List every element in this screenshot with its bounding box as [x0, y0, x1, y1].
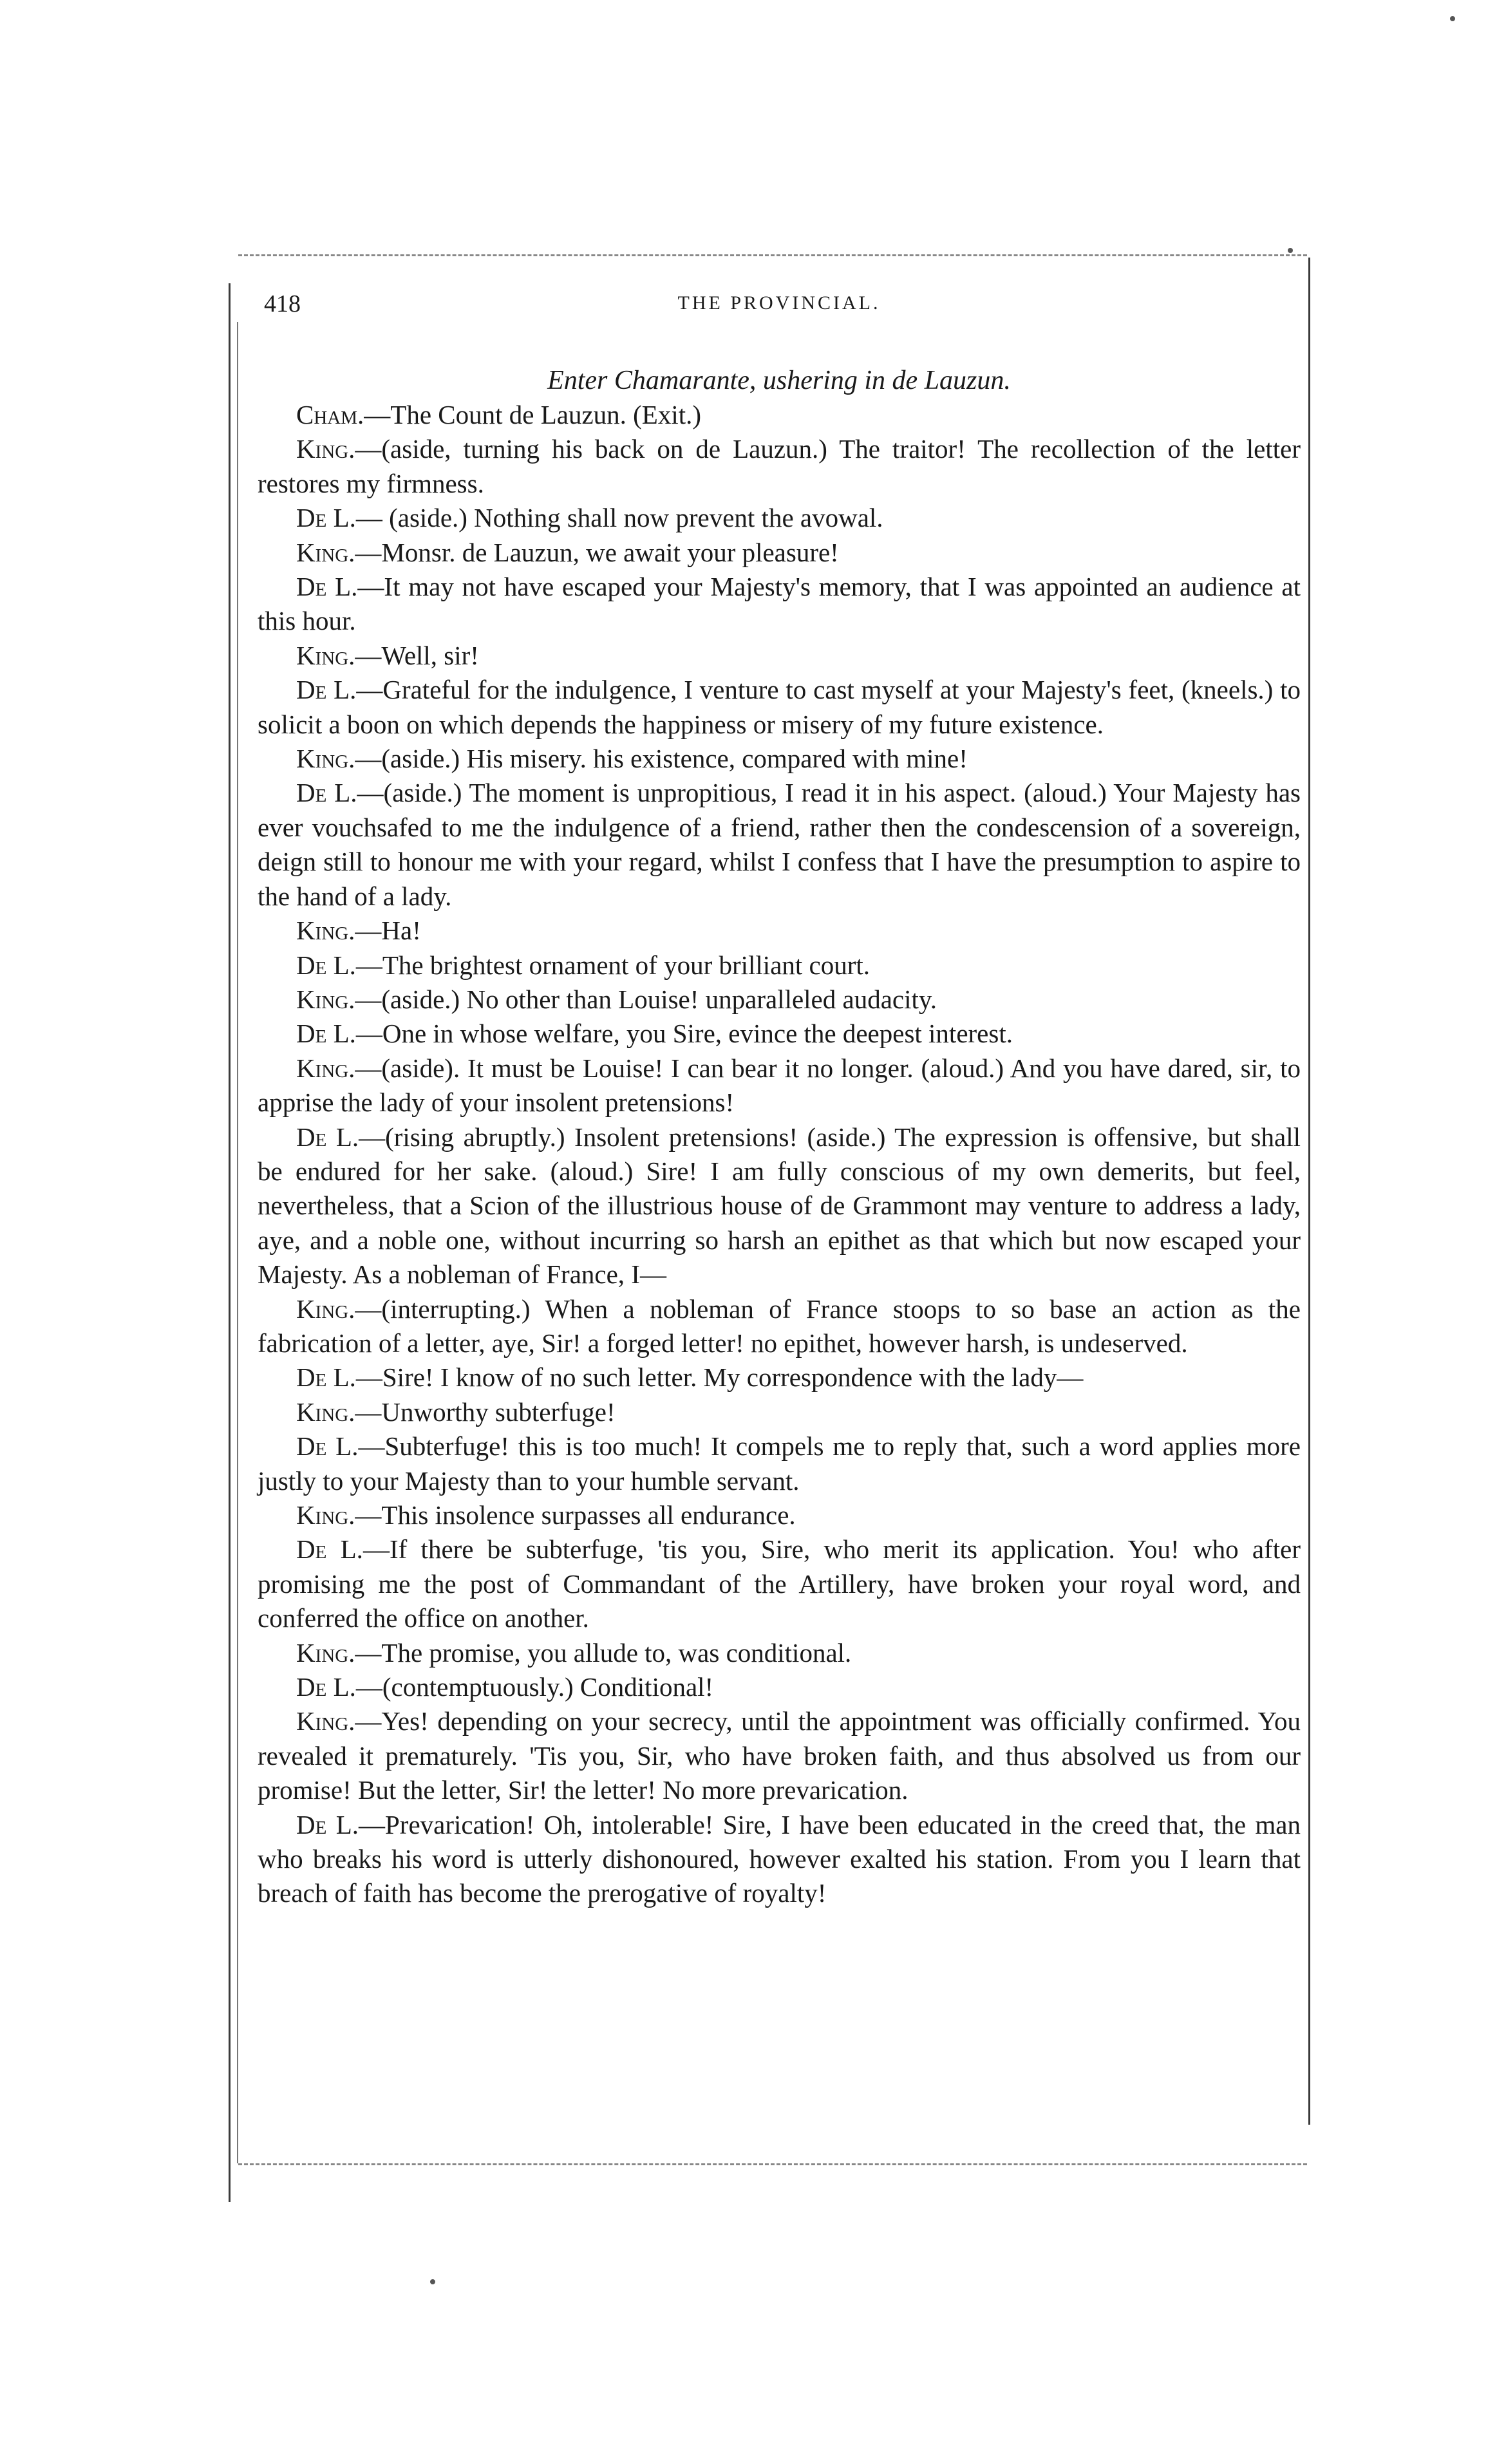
speaker-name: King. — [296, 984, 355, 1014]
dialogue-line — [258, 673, 1301, 742]
dialogue-text — [258, 398, 1301, 1911]
page-header — [258, 283, 1301, 335]
dialogue-line — [258, 639, 1301, 673]
speaker-name: King. — [296, 1293, 355, 1324]
speaker-name: De L. — [296, 1431, 359, 1462]
dialogue-line — [258, 1051, 1301, 1120]
dialogue-line — [258, 1498, 1301, 1532]
line-text: —(aside.) No other than Louise! unparalleled audacity. — [355, 984, 937, 1014]
line-text: —Monsr. de Lauzun, we await your pleasure! — [355, 537, 839, 567]
speaker-name: Cham. — [296, 400, 364, 429]
speaker-name: King. — [296, 1397, 355, 1427]
dialogue-line — [258, 398, 1301, 432]
line-text: —It may not have escaped your Majesty's memory, that I was appointed an audience at this hour. — [258, 572, 1301, 636]
line-text: —(interrupting.) When a nobleman of France stoops to so base an action as the fabrication of a letter, aye, Sir! a forged letter! no epithet, however harsh, is undeserved. — [258, 1293, 1301, 1358]
dialogue-line — [258, 536, 1301, 570]
line-text: —Well, sir! — [355, 640, 479, 670]
dialogue-line — [258, 1808, 1301, 1911]
speaker-name: King. — [296, 1637, 355, 1668]
left-border-rule — [229, 283, 231, 2202]
line-text: —Subterfuge! this is too much! It compels me to reply that, such a word applies more justly to your Majesty than to your humble servant. — [258, 1431, 1301, 1496]
bottom-border-rule — [238, 2163, 1307, 2165]
dialogue-line — [258, 914, 1301, 948]
dialogue-line — [258, 1429, 1301, 1498]
dialogue-line — [258, 983, 1301, 1017]
dialogue-line — [258, 501, 1301, 535]
line-text: —Sire! I know of no such letter. My correspondence with the lady— — [355, 1362, 1084, 1393]
right-border-rule — [1308, 258, 1310, 2125]
speck-mark — [1450, 16, 1455, 21]
dialogue-line — [258, 570, 1301, 639]
dialogue-line — [258, 1395, 1301, 1429]
dialogue-line — [258, 1704, 1301, 1807]
line-text: —(aside.) The moment is unpropitious, I read it in his aspect. (aloud.) Your Majesty has ever vouchsafed to me the indulgence of a friend, rather then the condescension of a sovereign, deign still to honour me with your regard, whilst I confess that I have the presumption to aspire to the hand of a lady. — [258, 778, 1301, 911]
dialogue-line — [258, 776, 1301, 914]
speaker-name: De L. — [296, 1534, 363, 1565]
line-text: —(aside.) His misery. his existence, compared with mine! — [355, 744, 968, 774]
dialogue-line — [258, 948, 1301, 983]
line-text: —Unworthy subterfuge! — [355, 1397, 616, 1427]
speaker-name: De L. — [296, 675, 357, 705]
line-text: —(aside). It must be Louise! I can bear it no longer. (aloud.) And you have dared, sir, to apprise the lady of your insolent pretensions! — [258, 1053, 1301, 1118]
dialogue-line — [258, 1532, 1301, 1635]
speaker-name: De L. — [296, 503, 356, 533]
dialogue-line — [258, 1360, 1301, 1395]
speaker-name: King. — [296, 744, 355, 774]
speaker-name: King. — [296, 434, 355, 464]
speck-mark — [1288, 248, 1293, 253]
speaker-name: De L. — [296, 1019, 356, 1049]
speaker-name: De L. — [296, 572, 358, 602]
line-text: —The promise, you allude to, was conditional. — [355, 1637, 852, 1668]
page-body — [258, 283, 1301, 1911]
dialogue-line — [258, 1120, 1301, 1292]
line-text: —One in whose welfare, you Sire, evince the deepest interest. — [355, 1019, 1013, 1049]
line-text: —Ha! — [355, 916, 421, 946]
speaker-name: De L. — [296, 950, 356, 980]
dialogue-line — [258, 1017, 1301, 1051]
line-text: —If there be subterfuge, 'tis you, Sire, who merit its application. You! who after promising me the post of Commandant of the Artillery, have broken your royal word, and conferred the office on another. — [258, 1534, 1301, 1633]
speaker-name: De L. — [296, 778, 357, 808]
speaker-name: King. — [296, 1053, 355, 1083]
speaker-name: De L. — [296, 1122, 359, 1152]
page-number: 418 — [264, 290, 301, 317]
speaker-name: King. — [296, 1706, 355, 1736]
line-text: —(aside, turning his back on de Lauzun.) The traitor! The recollection of the letter restores my firmness. — [258, 434, 1301, 498]
running-title: THE PROVINCIAL. — [677, 292, 881, 314]
line-text: —Prevarication! Oh, intolerable! Sire, I have been educated in the creed that, the man who breaks his word is utterly dishonoured, however exalted his station. From you I learn that breach of faith has become the prerogative of royalty! — [258, 1809, 1301, 1908]
dialogue-line — [258, 1292, 1301, 1361]
line-text: —The brightest ornament of your brilliant court. — [355, 950, 871, 980]
line-text: — (aside.) Nothing shall now prevent the avowal. — [355, 503, 883, 533]
speaker-name: De L. — [296, 1809, 359, 1839]
line-text: —(rising abruptly.) Insolent pretensions! (aside.) The expression is offensive, but shall be endured for her sake. (aloud.) Sire! I am fully conscious of my own demerits, but feel, nevertheless, that a Scion of the illustrious house of de Grammont may venture to address a lady, aye, and a noble one, without incurring so harsh an epithet as that which but now escaped your Majesty. As a nobleman of France, I— — [258, 1122, 1301, 1290]
line-text: —Grateful for the indulgence, I venture to cast myself at your Majesty's feet, (kneels.) to solicit a boon on which depends the happiness or misery of my future existence. — [258, 675, 1301, 739]
dialogue-line — [258, 1636, 1301, 1670]
line-text: —Yes! depending on your secrecy, until the appointment was officially confirmed. You revealed it prematurely. 'Tis you, Sir, who have broken faith, and thus absolved us from our promise! But the letter, Sir! the letter! No more prevarication. — [258, 1706, 1301, 1805]
speaker-name: King. — [296, 640, 355, 670]
top-border-rule — [238, 254, 1307, 256]
left-inner-border-rule — [237, 322, 238, 2163]
speck-mark — [430, 2279, 435, 2284]
speaker-name: King. — [296, 1500, 355, 1530]
line-text: —This insolence surpasses all endurance. — [355, 1500, 796, 1530]
speaker-name: King. — [296, 916, 355, 946]
dialogue-line — [258, 432, 1301, 501]
speaker-name: De L. — [296, 1362, 356, 1393]
dialogue-line — [258, 742, 1301, 776]
speaker-name: King. — [296, 537, 355, 567]
dialogue-line — [258, 1670, 1301, 1704]
line-text: —(contemptuously.) Conditional! — [355, 1672, 714, 1702]
speaker-name: De L. — [296, 1672, 356, 1702]
stage-direction-heading: Enter Chamarante, ushering in de Lauzun. — [547, 366, 1011, 395]
line-text: —The Count de Lauzun. (Exit.) — [364, 400, 702, 429]
